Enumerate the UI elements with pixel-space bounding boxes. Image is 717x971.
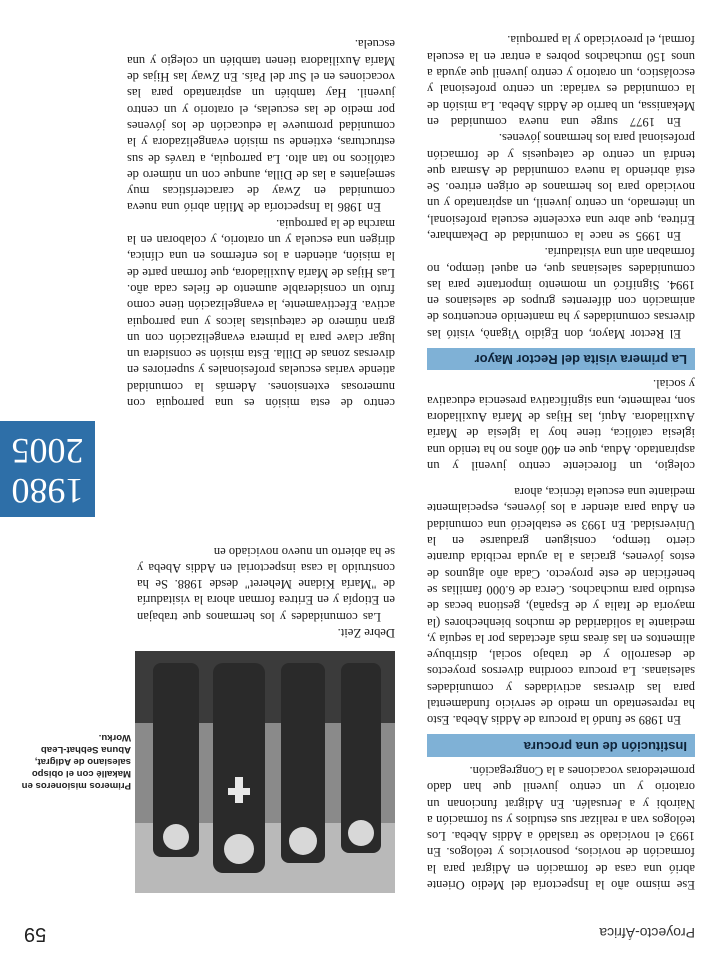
page-number: 59 <box>24 923 47 945</box>
left-column-lower-subheading: La primera visita del Rector Mayor <box>427 348 695 370</box>
year-badge <box>0 421 95 517</box>
right-column-top-paragraph: Las comunidades y los hermanos que trabajan en Etiopía y en Eritrea forman ahora la visitaduría de "María Kidane Meheret" desde 1988. Se ha construido la casa inspectorial en Addis Abeba y se ha abierto un nuevo noviciado en <box>137 544 395 624</box>
photo-caption: Primeros misioneros en Makallè con el obispo salesiano de Adigrat, Abuna Sebhat-Leab Worku. <box>21 732 131 791</box>
left-column-paragraph: Ese mismo año la Inspectoría del Medio Oriente abrió una casa de formación en Adigrat para la formación de novicios, posnovicios y teólogos. En 1993 el noviciado se trasladó a Addis Abeba. Los teólogos van a realizar sus estudios y su formación a Nairobi y a Jerusalén. En Adigrat funcionan un oratorio y un centro juvenil que han dado prometedoras vocaciones a la Congregación. <box>427 763 695 892</box>
year-end: 2005 <box>11 431 84 471</box>
left-column-lower-paragraph: El Rector Mayor, don Egidio Viganò, visitó las diversas comunidades y ha mantenido encuentros de animación con diferentes grupos de salesianos en 1994. Significó un momento importante para las comunidades salesianas que, en aquel tiempo, no formaban aún una visitaduría. <box>427 245 695 341</box>
left-column-lower-paragraph: colegio, un floreciente centro juvenil y un aspirantado. Adua, que en 400 años no ha tenido una iglesia católica, tiene hoy la iglesia de María Auxiliadora. Aquí, las Hijas de María Auxiliadora son, realmente, una significativa presencia educativa y social. <box>427 377 695 473</box>
section-label: Proyecto-África <box>599 925 695 941</box>
historical-group-photo <box>135 651 395 893</box>
left-column-subheading: Institución de una procura <box>427 734 695 756</box>
year-start: 1980 <box>11 471 84 511</box>
right-text-column-bottom <box>127 36 395 411</box>
page-header <box>0 913 717 949</box>
right-text-column-top <box>137 543 395 641</box>
photo-illustration <box>135 651 395 893</box>
left-column-lower <box>427 32 695 474</box>
right-column-bottom-paragraph: centro de esta misión es una parroquia con numerosas extensiones. Además la comunidad atiende varias escuelas profesionales y superiores en diversas zonas de Dilla. Esta misión se considera un lugar clave para la primera evangelización con un gran número de catequistas laicos y una parroquia activa. Efectivamente, la evangelización tiene como fruto un considerable aumento de fieles cada año. Las Hijas de María Auxiliadora, que forman parte de la misión, atienden a los enfermos en una clínica, dirigen una escuela y un oratorio, y colaboran en la marcha de la parroquia. <box>127 216 395 410</box>
left-column-upper <box>427 484 695 893</box>
right-column-bottom-paragraph: En 1986 la Inspectoría de Milán abrió una nueva comunidad en Zway de características muy semejantes a las de Dilla, aunque con un número de católicos no tan alto. La parroquia, a través de sus estructuras, extiende su misión evangelizadora y la comunidad promueve la educación de los jóvenes por medio de las escuelas, el oratorio y un centro juvenil. Hay también un aspirantado para las vocaciones en el Sur del País. En Zway las Hijas de María Auxiliadora tienen también un colegio y una escuela. <box>127 37 395 215</box>
left-column-lower-paragraph: En 1995 se nace la comunidad de Dekamhare, Eritrea, que abre una excelente escuela profesional, un internado, un centro juvenil, un aspirantado y un noviciado para los hermanos de origen eritreo. Se está abriendo la nueva comunidad de Asmara que tendrá un centro de catequesis y de formación profesional para los hermanos jóvenes. <box>427 131 695 244</box>
left-column-paragraph: En 1989 se fundó la procura de Addis Abeba. Esto ha representado un medio de servicio fundamental para las diversas actividades y comunidades salesianas. La procura coordina diversos proyectos de desarrollo y de trabajo social, distribuye alimentos en las áreas más afectadas por la sequía y, mediante la solidaridad de muchos bienhechores (la mayoría de Italia y de España), gestiona becas de estudio para muchachos. Cerca de 6.000 familias se benefician de este proyecto. Cada año algunos de estos jóvenes, gracias a la ayuda recibida durante cierto tiempo, consiguen graduarse en la Universidad. En 1993 se estableció una comunidad en Adua para atender a los jóvenes, especialmente mediante una escuela técnica, ahora <box>427 485 695 728</box>
left-column-lower-paragraph: En 1977 surge una nueva comunidad en Mekanissa, un barrio de Addis Abeba. La misión de la comunidad es variada: un centro profesional y escolástico, un oratorio y centro juvenil que ayuda a unos 150 muchachos pobres a entrar en la escuela formal, el preoviciado y la parroquia. <box>427 33 695 129</box>
left-text-column <box>427 32 695 893</box>
right-column-top-paragraph: Debre Zeit. <box>337 626 395 640</box>
